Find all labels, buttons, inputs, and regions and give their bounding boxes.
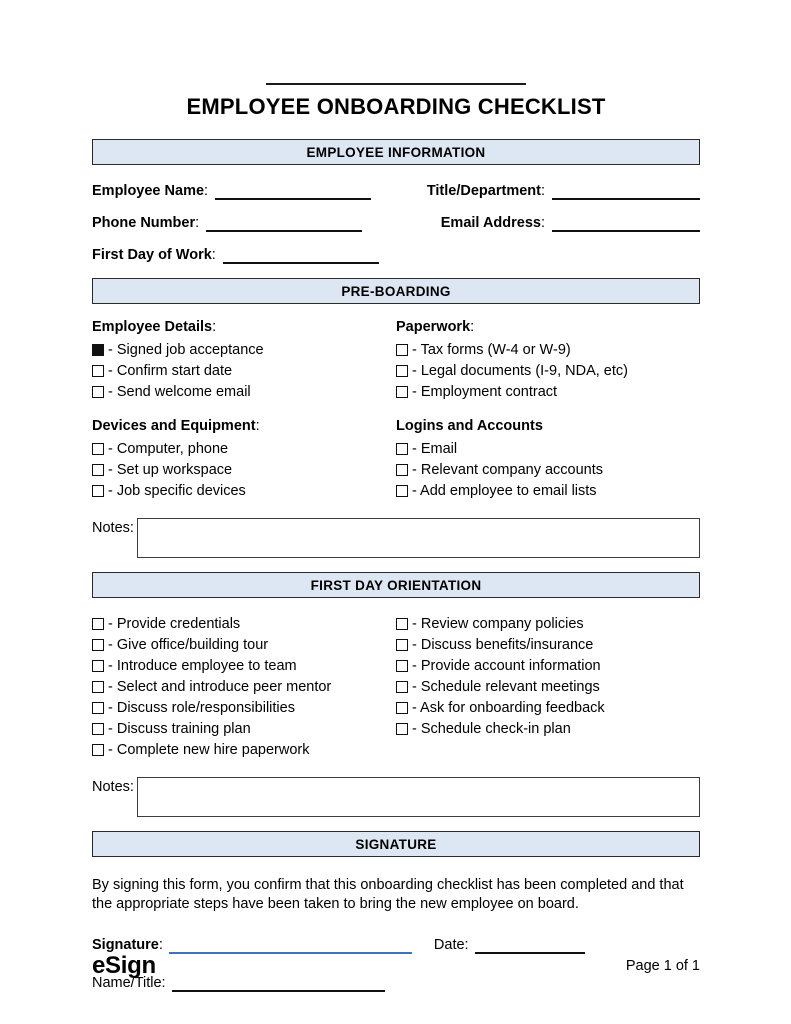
orientation-right-column [396,614,700,761]
name-title-label: Name/Title: [92,975,166,992]
group-employee-details [92,318,396,403]
email-address-input[interactable] [552,217,700,232]
field-label: Title/Department: [426,183,545,200]
checkbox-icon[interactable] [92,723,104,735]
checklist-item[interactable] [396,656,700,676]
checklist-item[interactable] [92,656,396,676]
group-title: Employee Details: [92,319,217,336]
first-day-of-work-input[interactable] [223,249,379,264]
info-cell-empty [396,246,700,264]
checkbox-icon[interactable] [396,660,408,672]
group-paperwork [396,318,700,403]
checkbox-icon[interactable] [92,386,104,398]
section-header-first-day-orientation: FIRST DAY ORIENTATION [92,572,700,598]
checklist-item[interactable] [92,340,396,360]
checklist-item-label: - Discuss benefits/insurance [412,637,594,654]
section-header-pre-boarding: PRE-BOARDING [92,278,700,304]
phone-number-input[interactable] [206,217,362,232]
checklist-item[interactable] [92,361,396,381]
checklist-item-label: - Discuss training plan [108,721,251,738]
checkbox-icon[interactable] [92,485,104,497]
checkbox-icon[interactable] [396,702,408,714]
checklist-item-label: - Signed job acceptance [108,342,264,359]
checklist-item[interactable] [396,361,700,381]
checklist-item[interactable] [396,481,700,501]
checklist-item[interactable] [396,340,700,360]
checklist-item-label: - Provide account information [412,658,601,675]
checklist-item[interactable] [92,460,396,480]
checkbox-icon[interactable] [92,681,104,693]
checklist-item-label: - Send welcome email [108,384,251,401]
field-label: Employee Name: [92,183,209,200]
checklist-item-label: - Introduce employee to team [108,658,297,675]
checklist-item[interactable] [92,481,396,501]
info-row [92,182,700,200]
document-content [92,0,700,992]
checkbox-icon[interactable] [92,744,104,756]
checklist-item[interactable] [396,439,700,459]
checklist-item-label: - Provide credentials [108,616,241,633]
checklist-item[interactable] [92,382,396,402]
first-day-orientation-list [92,614,700,761]
checklist-item[interactable] [396,719,700,739]
checklist-item[interactable] [396,635,700,655]
checkbox-icon[interactable] [92,618,104,630]
checklist-item[interactable] [92,614,396,634]
checklist-item-label: - Email [412,441,458,458]
checklist-item-label: - Complete new hire paperwork [108,742,310,759]
checkbox-icon[interactable] [396,386,408,398]
page-title: EMPLOYEE ONBOARDING CHECKLIST [186,94,606,119]
checklist-item-label: - Discuss role/responsibilities [108,700,295,717]
page-number: Page 1 of 1 [625,958,700,974]
checklist-item[interactable] [92,677,396,697]
field-email-address [396,214,700,232]
date-label: Date: [433,937,469,954]
group-title: Logins and Accounts [396,418,543,435]
checklist-item[interactable] [92,698,396,718]
company-name-rule [266,83,526,85]
info-row [92,214,700,232]
checkbox-icon[interactable] [92,443,104,455]
checkbox-icon[interactable] [396,618,408,630]
notes-label: Notes: [92,779,134,796]
field-label: Phone Number: [92,215,200,232]
signature-disclaimer: By signing this form, you confirm that this onboarding checklist has been completed and that the appropriate steps have been taken to bring the new employee on board. [92,877,684,913]
checklist-item[interactable] [396,614,700,634]
field-title-department [396,182,700,200]
checkbox-icon[interactable] [396,464,408,476]
checkbox-icon[interactable] [92,702,104,714]
checklist-item[interactable] [92,719,396,739]
checkbox-checked-icon[interactable] [92,344,104,356]
checkbox-icon[interactable] [396,344,408,356]
group-logins-and-accounts [396,417,700,502]
checkbox-icon[interactable] [396,443,408,455]
checklist-item-label: - Review company policies [412,616,584,633]
checklist-item[interactable] [396,698,700,718]
checklist-item[interactable] [92,740,396,760]
checkbox-icon[interactable] [396,681,408,693]
notes-label: Notes: [92,520,134,537]
pre-boarding-notes-input[interactable] [137,518,700,558]
checkbox-icon[interactable] [396,723,408,735]
checklist-item-label: - Job specific devices [108,483,246,500]
checkbox-icon[interactable] [92,464,104,476]
checklist-item-label: - Employment contract [412,384,558,401]
pre-boarding-row-2 [92,417,700,502]
checklist-item[interactable] [92,439,396,459]
field-label: First Day of Work: [92,247,216,264]
group-title: Devices and Equipment: [92,418,260,435]
field-employee-name [92,182,396,200]
checklist-item-label: - Ask for onboarding feedback [412,700,605,717]
checklist-item[interactable] [396,382,700,402]
orientation-left-column [92,614,396,761]
employee-information-fields [92,182,700,264]
signature-label: Signature: [92,937,163,954]
checklist-item-label: - Schedule check-in plan [412,721,571,738]
checklist-item-label: - Relevant company accounts [412,462,604,479]
group-title: Paperwork: [396,319,475,336]
checklist-item-label: - Add employee to email lists [412,483,597,500]
checkbox-icon[interactable] [396,639,408,651]
orientation-notes-input[interactable] [137,777,700,817]
pre-boarding-notes [92,518,700,558]
checklist-item-label: - Set up workspace [108,462,233,479]
checklist-item-label: - Confirm start date [108,363,233,380]
field-label: Email Address: [440,215,545,232]
pre-boarding-row-1 [92,318,700,403]
esign-logo: eSign [92,952,156,979]
checklist-item[interactable] [396,460,700,480]
checkbox-icon[interactable] [92,639,104,651]
field-phone-number [92,214,396,232]
info-row [92,246,700,264]
checklist-item[interactable] [92,635,396,655]
checklist-item-label: - Give office/building tour [108,637,269,654]
checklist-item-label: - Schedule relevant meetings [412,679,600,696]
title-department-input[interactable] [552,185,700,200]
orientation-notes [92,777,700,817]
employee-name-input[interactable] [215,185,371,200]
checkbox-icon[interactable] [92,660,104,672]
field-first-day-of-work [92,246,396,264]
checklist-item-label: - Tax forms (W-4 or W-9) [412,342,571,359]
checklist-item-label: - Select and introduce peer mentor [108,679,332,696]
checklist-item-label: - Computer, phone [108,441,229,458]
group-devices-and-equipment [92,417,396,502]
checkbox-icon[interactable] [396,485,408,497]
page-footer [92,952,700,980]
checklist-item-label: - Legal documents (I-9, NDA, etc) [412,363,628,380]
checkbox-icon[interactable] [92,365,104,377]
checklist-item[interactable] [396,677,700,697]
checkbox-icon[interactable] [396,365,408,377]
section-header-employee-information: EMPLOYEE INFORMATION [92,139,700,165]
section-header-signature: SIGNATURE [92,831,700,857]
